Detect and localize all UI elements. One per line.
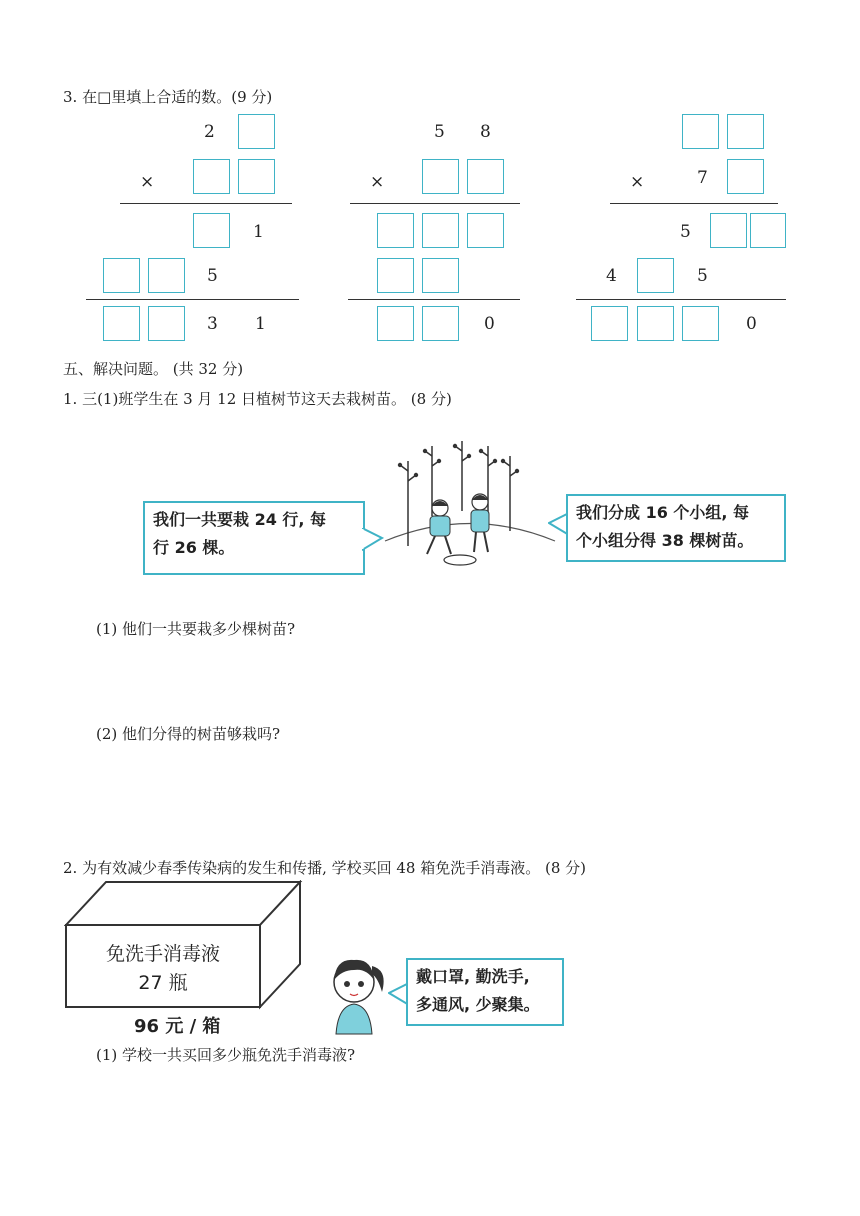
answer-box[interactable] <box>422 306 459 341</box>
digit: 5 <box>697 266 708 286</box>
digit: 3 <box>207 314 218 334</box>
answer-box[interactable] <box>377 306 414 341</box>
tree-planting-illustration <box>380 436 560 571</box>
answer-box[interactable] <box>727 114 764 149</box>
digit: 5 <box>434 122 445 142</box>
answer-box[interactable] <box>637 258 674 293</box>
speech-bubble-right <box>566 494 786 562</box>
answer-box[interactable] <box>238 114 275 149</box>
rule-line <box>610 203 778 204</box>
box-label-line1: 免洗手消毒液 <box>105 943 220 965</box>
answer-box[interactable] <box>682 114 719 149</box>
answer-box[interactable] <box>377 258 414 293</box>
digit: 4 <box>606 266 617 286</box>
price-label: 96 元 / 箱 <box>134 1016 221 1037</box>
answer-box[interactable] <box>467 213 504 248</box>
answer-box[interactable] <box>377 213 414 248</box>
rule-line <box>350 203 520 204</box>
q1-sub1: (1) 他们一共要栽多少棵树苗? <box>96 620 296 638</box>
rule-line <box>120 203 292 204</box>
digit: 2 <box>204 122 215 142</box>
answer-box[interactable] <box>422 258 459 293</box>
q2-title: 2. 为有效减少春季传染病的发生和传播, 学校买回 48 箱免洗手消毒液。 (8 分) <box>63 859 587 877</box>
answer-box[interactable] <box>727 159 764 194</box>
answer-box[interactable] <box>148 306 185 341</box>
bubble-line: 个小组分得 38 棵树苗。 <box>576 531 754 550</box>
section5-title: 五、解决问题。 (共 32 分) <box>63 360 244 378</box>
q1-sub2: (2) 他们分得的树苗够栽吗? <box>96 725 281 743</box>
digit: 0 <box>484 314 495 334</box>
bubble-line: 多通风, 少聚集。 <box>416 995 540 1014</box>
times-sign: × <box>370 172 385 192</box>
bubble-line: 我们分成 16 个小组, 每 <box>576 503 750 522</box>
q2-sub1: (1) 学校一共买回多少瓶免洗手消毒液? <box>96 1046 356 1064</box>
answer-box[interactable] <box>148 258 185 293</box>
answer-box[interactable] <box>750 213 786 248</box>
answer-box[interactable] <box>193 213 230 248</box>
answer-box[interactable] <box>422 159 459 194</box>
answer-box[interactable] <box>637 306 674 341</box>
times-sign: × <box>140 172 155 192</box>
digit: 7 <box>697 168 708 188</box>
rule-line <box>348 299 520 300</box>
digit: 8 <box>480 122 491 142</box>
answer-box[interactable] <box>467 159 504 194</box>
answer-box[interactable] <box>238 159 275 194</box>
girl-illustration <box>322 948 392 1038</box>
times-sign: × <box>630 172 645 192</box>
rule-line <box>576 299 786 300</box>
speech-bubble-girl <box>406 958 564 1026</box>
digit: 1 <box>255 314 266 334</box>
box-label-line2: 27 瓶 <box>138 972 188 994</box>
answer-box[interactable] <box>710 213 747 248</box>
answer-box[interactable] <box>103 258 140 293</box>
bubble-line: 我们一共要栽 24 行, 每 <box>153 510 327 529</box>
answer-box[interactable] <box>682 306 719 341</box>
digit: 5 <box>680 222 691 242</box>
q3-title: 3. 在□里填上合适的数。(9 分) <box>63 88 273 106</box>
answer-box[interactable] <box>103 306 140 341</box>
q1-title: 1. 三(1)班学生在 3 月 12 日植树节这天去栽树苗。 (8 分) <box>63 390 452 408</box>
bubble-line: 行 26 棵。 <box>153 538 235 557</box>
answer-box[interactable] <box>193 159 230 194</box>
answer-box[interactable] <box>591 306 628 341</box>
answer-box[interactable] <box>422 213 459 248</box>
digit: 1 <box>253 222 264 242</box>
speech-bubble-left <box>143 501 365 575</box>
rule-line <box>86 299 299 300</box>
digit: 5 <box>207 266 218 286</box>
bubble-line: 戴口罩, 勤洗手, <box>416 967 530 986</box>
digit: 0 <box>746 314 757 334</box>
